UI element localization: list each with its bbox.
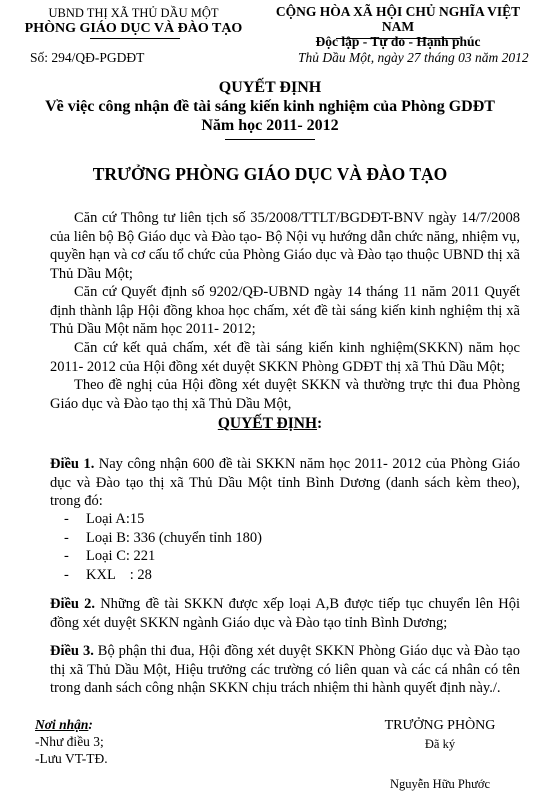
article-1-label: Điều 1. [50,456,95,472]
article-2-label: Điều 2. [50,596,96,612]
authority-heading: TRƯỞNG PHÒNG GIÁO DỤC VÀ ĐÀO TẠO [92,164,448,184]
decision-school-year: Năm học 2011- 2012 [201,117,339,134]
signer-name: Nguyễn Hữu Phước [389,777,490,791]
place-date: Thủ Dầu Một, ngày 27 tháng 03 năm 2012 [298,50,529,65]
article-3-label: Điều 3. [50,643,94,659]
signature-block [370,718,510,792]
recipient-item: -Lưu VT-TĐ. [35,751,108,766]
list-item: - KXL : 28 [64,566,152,583]
motto-underline [336,38,460,39]
document-number: Số: 294/QĐ-PGDĐT [30,50,145,65]
ground-paragraph-3: Căn cứ kết quả chấm, xét đề tài sáng kiến kinh nghiệm(SKKN) năm học 2011- 2012 của Hội đồng xét duyệt SKKN Phòng GDĐT thị xã Thủ Dầu Một; [50,340,520,375]
list-item: - Loại B: 336 (chuyển tỉnh 180) [64,529,262,546]
signer-role: TRƯỞNG PHÒNG [384,718,496,733]
article-1: Điều 1. Nay công nhận 600 đề tài SKKN năm học 2011- 2012 của Phòng Giáo dục và Đào tạo thị xã Thủ Dầu Một tỉnh Bình Dương (danh sách kèm theo), trong đó: [50,456,521,510]
decision-heading: QUYẾT ĐỊNH: [217,415,323,432]
signed-mark: Đã ký [424,737,456,751]
article-2: Điều 2. Những đề tài SKKN được xếp loại A,B được tiếp tục chuyển lên Hội đồng xét duyệt SKKN ngành Giáo dục và Đào tạo tỉnh Bình Dương; [50,596,520,631]
list-item: - Loại C: 221 [64,548,156,565]
classification-list [64,510,262,584]
decision-subject: Về việc công nhận đề tài sáng kiến kinh nghiệm của Phòng GDĐT [45,98,495,115]
article-3: Điều 3. Bộ phận thi đua, Hội đồng xét duyệt SKKN Phòng Giáo dục và Đào tạo thị xã Thủ Dầu Một, Hiệu trưởng các trường có liên quan và các cá nhân có tên trong danh sách công nhận SKKN chịu trách nhiệm thi hành quyết định này./. [50,643,520,697]
title-underline [225,139,315,140]
nation-line-1: CỘNG HÒA XÃ HỘI CHỦ NGHĨA VIỆT NAM [275,4,521,34]
recipient-item: -Như điều 3; [35,734,104,749]
decision-title: QUYẾT ĐỊNH [218,79,322,96]
recipients-block [35,716,108,767]
org-line-1: UBND THỊ XÃ THỦ DẦU MỘT [48,6,219,20]
list-item: - Loại A:15 [64,511,145,527]
ground-paragraph-4: Theo đề nghị của Hội đồng xét duyệt SKKN và thường trực thi đua Phòng Giáo dục và Đào tạo thị xã Thủ Dầu Một, [50,377,520,412]
national-motto [262,4,534,49]
recipients-heading: Nơi nhận: [35,717,93,732]
ground-paragraph-1: Căn cứ Thông tư liên tịch số 35/2008/TTLT/BGDĐT-BNV ngày 14/7/2008 của liên bộ Bộ Giáo dục và Đào tạo- Bộ Nội vụ hướng dẫn chức năng, nhiệm vụ, quyền hạn và cơ cấu tổ chức của Phòng Giáo dục và Đào tạo thuộc UBND thị xã Thủ Dầu Một; [50,210,520,282]
nation-line-2: Độc lập - Tự do - Hạnh phúc [315,34,481,49]
ground-paragraph-2: Căn cứ Quyết định số 9202/QĐ-UBND ngày 14 tháng 11 năm 2011 Quyết định thành lập Hội đồng khoa học chấm, xét đề tài sáng kiến kinh nghiệm thị xã Thủ Dầu Một năm học 2011- 2012; [50,284,520,338]
org-underline [90,38,180,39]
issuing-organization [6,6,261,36]
org-line-2: PHÒNG GIÁO DỤC VÀ ĐÀO TẠO [24,21,243,36]
